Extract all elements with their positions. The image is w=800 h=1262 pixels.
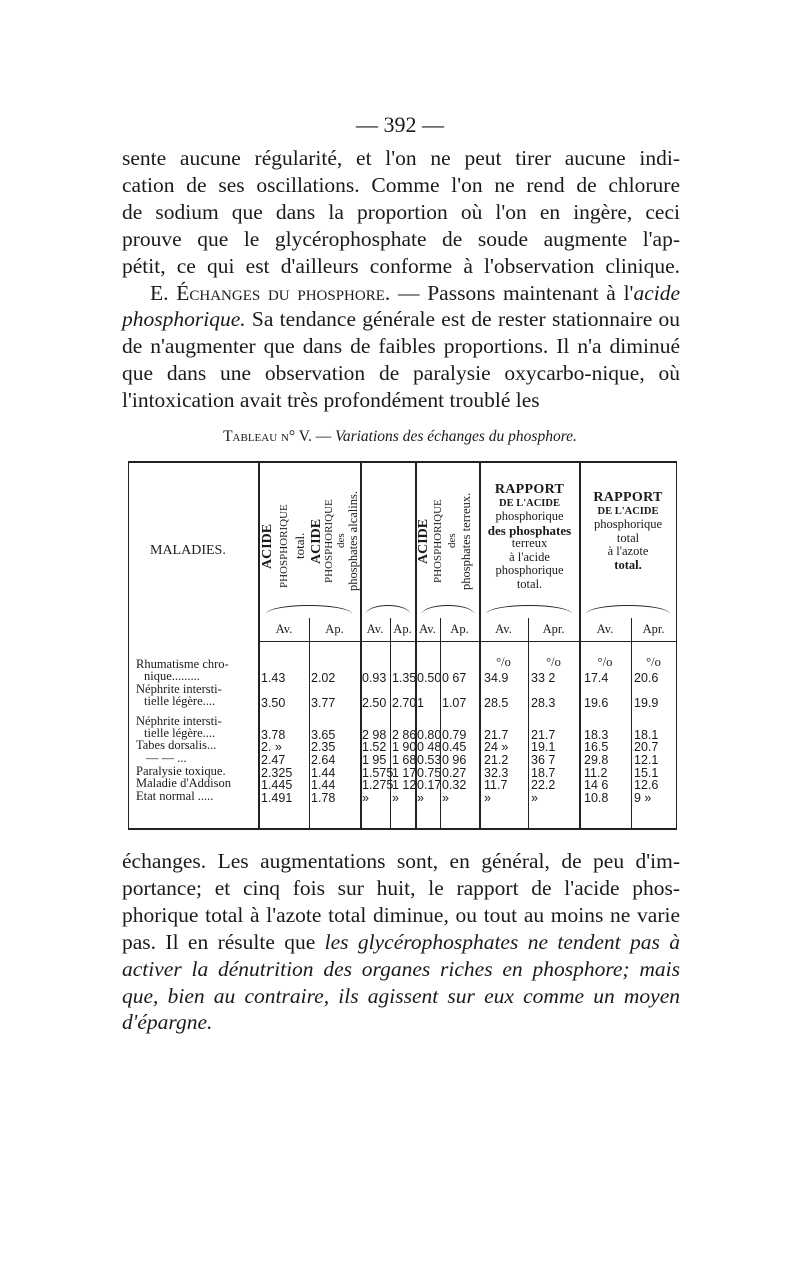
table-cell: 24 » [484,740,509,754]
table-cell: 28.3 [531,696,556,710]
header-col-terreux [417,471,478,611]
table-cell: » [417,791,424,805]
header-text: ACIDE [309,518,324,564]
table-cell: » [392,791,399,805]
header-text: PHOSPHORIQUE [323,499,335,583]
table-cell: 2.70 [392,696,417,710]
row-label-line: Etat normal ..... [136,789,214,803]
row-label-line: Rhumatisme chro- [136,657,229,671]
table-cell: 9 » [634,791,652,805]
table-cell: 11.7 [484,778,508,792]
table-cell: 0.17 [417,778,442,792]
header-text: ACIDE [260,523,275,569]
row-label-line: Tabes dorsalis... [136,738,217,752]
table-cell: » [362,791,369,805]
table-cell: 12.1 [634,753,659,767]
table-cell: 0 96 [442,753,467,767]
row-label [136,752,187,764]
header-text: DE L'ACIDE [597,505,659,517]
table-cell: 0.93 [362,671,387,685]
table-cell: 0.80 [417,728,442,742]
table-cell: 0.50 [417,671,442,685]
paragraph-line: de sodium que dans la proportion où l'on en ingère, ceci [122,199,680,224]
header-text: PHOSPHORIQUE [278,504,290,588]
header-col-total [260,481,308,611]
paragraph-line: pétit, ce qui est d'ailleurs conforme à l'observation clinique. [122,253,680,278]
header-text: RAPPORT [494,482,565,497]
paragraph-line: sente aucune régularité, et l'on ne peut tirer aucune indi- [122,146,680,170]
table-cell: » [484,791,491,805]
header-text: total [616,530,640,545]
paragraph-text: échanges. Les augmentations sont, en général, de peu d'im-portance; et cinq fois sur huit, le rapport de l'acide phos-phorique total à l'azote total diminue, ou tout au moins ne varie pas. Il en résulte que [122,849,680,954]
paragraph-italic: les glycérophosphates ne tendent pas à activer la dénutrition des organes riches en phosphore; mais que, bien au contraire, ils agissent sur eux comme un moyen d'épargne. [122,929,680,1035]
percent-sign: °/o [496,655,511,669]
table-cell: 1 17 [392,766,417,780]
section-label: E. Échanges du phosphore. [150,280,391,305]
table-cell: 12.6 [634,778,659,792]
table-cell: 1.52 [362,740,387,754]
row-label [136,790,213,802]
table-cell: 19.6 [584,696,609,710]
table-cell: 17.4 [584,671,609,685]
table-cell: 1.575 [362,766,394,780]
table-cell: 2.35 [311,740,336,754]
table-cell: 2.02 [311,671,336,685]
table-cell: 0 48 [417,740,442,754]
header-rapport-terreux [480,483,579,591]
header-text: total. [292,532,307,560]
table-cell: 10.8 [584,791,609,805]
table-cell: 2.325 [261,766,293,780]
row-label [136,777,231,789]
table-cell: 1 12 [392,778,417,792]
paragraph-bottom [122,848,680,1036]
table-cell: 1 [417,696,424,710]
header-text: à l'acide [509,549,550,564]
table-caption [0,428,800,446]
table-cell: 2.64 [311,753,336,767]
table-cell: 22.2 [531,778,556,792]
table-cell: » [442,791,449,805]
table-cell: 0.45 [442,740,467,754]
row-label-line: Maladie d'Addison [136,776,231,790]
table-cell: 2 86 [392,728,417,742]
table-cell: 16.5 [584,740,609,754]
table-cell: 1 68 [392,753,417,767]
paragraph-line: prouve que le glycérophosphate de soude augmente l'ap- [122,226,680,251]
table-cell: 2. » [261,740,282,754]
table-cell: 0.79 [442,728,467,742]
header-col-alcalins [311,471,359,611]
percent-sign: °/o [597,655,613,669]
subheader: Av. [275,622,293,636]
table-cell: 2 98 [362,728,387,742]
paragraph-italic: acide phosphorique. [122,280,680,332]
header-text: à l'azote [607,544,649,558]
table-cell: 11.2 [584,766,608,780]
subheader: Ap. [450,622,469,636]
header-text: phosphates alcalins. [346,491,360,591]
table-cell: 0.53 [417,753,442,767]
row-label-line: Paralysie toxique. [136,764,226,778]
table-cell: 1 90 [392,740,417,754]
row-label-line: Néphrite intersti- [136,682,222,696]
row-label-line: tielle légère.... [144,694,216,708]
table-cell: 1.445 [261,778,293,792]
row-label-line: — — ... [146,751,187,765]
row-label-line: tielle légère.... [144,726,216,740]
table-cell: 19.1 [531,740,556,754]
row-label [136,715,222,739]
table-cell: 3.77 [311,696,336,710]
table-cell: 1.44 [311,766,336,780]
header-text: total. [614,557,642,572]
header-text: phosphates terreux. [459,492,473,590]
subheader: Av. [596,622,614,636]
header-text: des [446,533,458,549]
table-cell: 18.3 [584,728,609,742]
percent-sign: °/o [646,655,661,669]
table-cell: 0.32 [442,778,467,792]
table-cell: 20.7 [634,740,659,754]
table-cell: 1.35 [392,671,417,685]
header-maladies: MALADIES. [150,543,226,558]
header-text: total. [516,576,543,591]
subheader: Av. [366,622,384,636]
table-cell: 3.65 [311,728,336,742]
row-label [136,658,229,682]
paragraph-line: cation de ses oscillations. Comme l'on ne rend de chlorure [122,172,680,197]
table-cell: 28.5 [484,696,509,710]
table-cell: » [531,791,538,805]
subheader: Ap. [325,622,344,636]
page-number: — 392 — [356,112,444,137]
table-cell: 1.07 [442,696,467,710]
paragraph-text: — Passons maintenant à l' [390,280,634,305]
table-cell: 32.3 [484,766,509,780]
header-text: RAPPORT [593,490,663,505]
header-text: des phosphates [487,522,572,538]
caption-title: Variations des échanges du phosphore. [335,428,577,445]
table-cell: 0.75 [417,766,442,780]
caption-label: Tableau n° V. — [223,428,336,445]
header-text: PHOSPHORIQUE [432,499,444,583]
table-cell: 3.50 [261,696,286,710]
table-cell: 0 67 [442,671,467,685]
table-cell: 2.50 [362,696,387,710]
row-label-line: Néphrite intersti- [136,714,222,728]
percent-sign: °/o [546,655,561,669]
table-cell: 2.47 [261,753,286,767]
table-cell: 36 7 [531,753,556,767]
table-cell: 3.78 [261,728,286,742]
subheader: Av. [419,622,436,636]
table-cell: 21.2 [484,753,509,767]
paragraph-text: Sa tendance générale est de rester stationnaire ou de n'augmenter que dans de faibles proportions. Il n'a diminué que dans une observation de paralysie oxycarbo-nique, où l'intoxication avait très profondément troublé les [122,307,680,413]
table-cell: 18.1 [634,728,659,742]
paragraph-top [122,145,680,414]
header-text: phosphorique [593,517,663,531]
header-text: ACIDE [416,518,431,564]
table-cell: 1.275 [362,778,394,792]
table-cell: 21.7 [484,728,509,742]
table-cell: 21.7 [531,728,556,742]
header-text: phosphorique [495,563,564,577]
table-cell: 1.44 [311,778,336,792]
table-cell: 1 95 [362,753,387,767]
table-cell: 1.491 [261,791,293,805]
table-cell: 0.27 [442,766,467,780]
row-label [136,683,222,707]
subheader: Apr. [642,622,665,636]
table-cell: 19.9 [634,696,659,710]
header-rapport-azote [580,491,676,572]
subheader: Av. [495,622,512,636]
header-text: DE L'ACIDE [499,497,560,509]
header-text: terreux [511,536,548,550]
table-cell: 33 2 [531,671,556,685]
table-cell: 14 6 [584,778,609,792]
phosphore-table [128,461,677,830]
row-label [136,739,216,751]
header-text: des [335,533,347,549]
table-cell: 1.43 [261,671,286,685]
row-label-line: nique......... [144,669,200,683]
table-cell: 18.7 [531,766,556,780]
table-cell: 29.8 [584,753,609,767]
table-cell: 1.78 [311,791,336,805]
header-text: phosphorique [495,509,564,523]
subheader: Ap. [393,622,412,636]
table-cell: 20.6 [634,671,659,685]
subheader: Apr. [542,622,565,636]
table-cell: 34.9 [484,671,509,685]
table-cell: 15.1 [634,766,659,780]
